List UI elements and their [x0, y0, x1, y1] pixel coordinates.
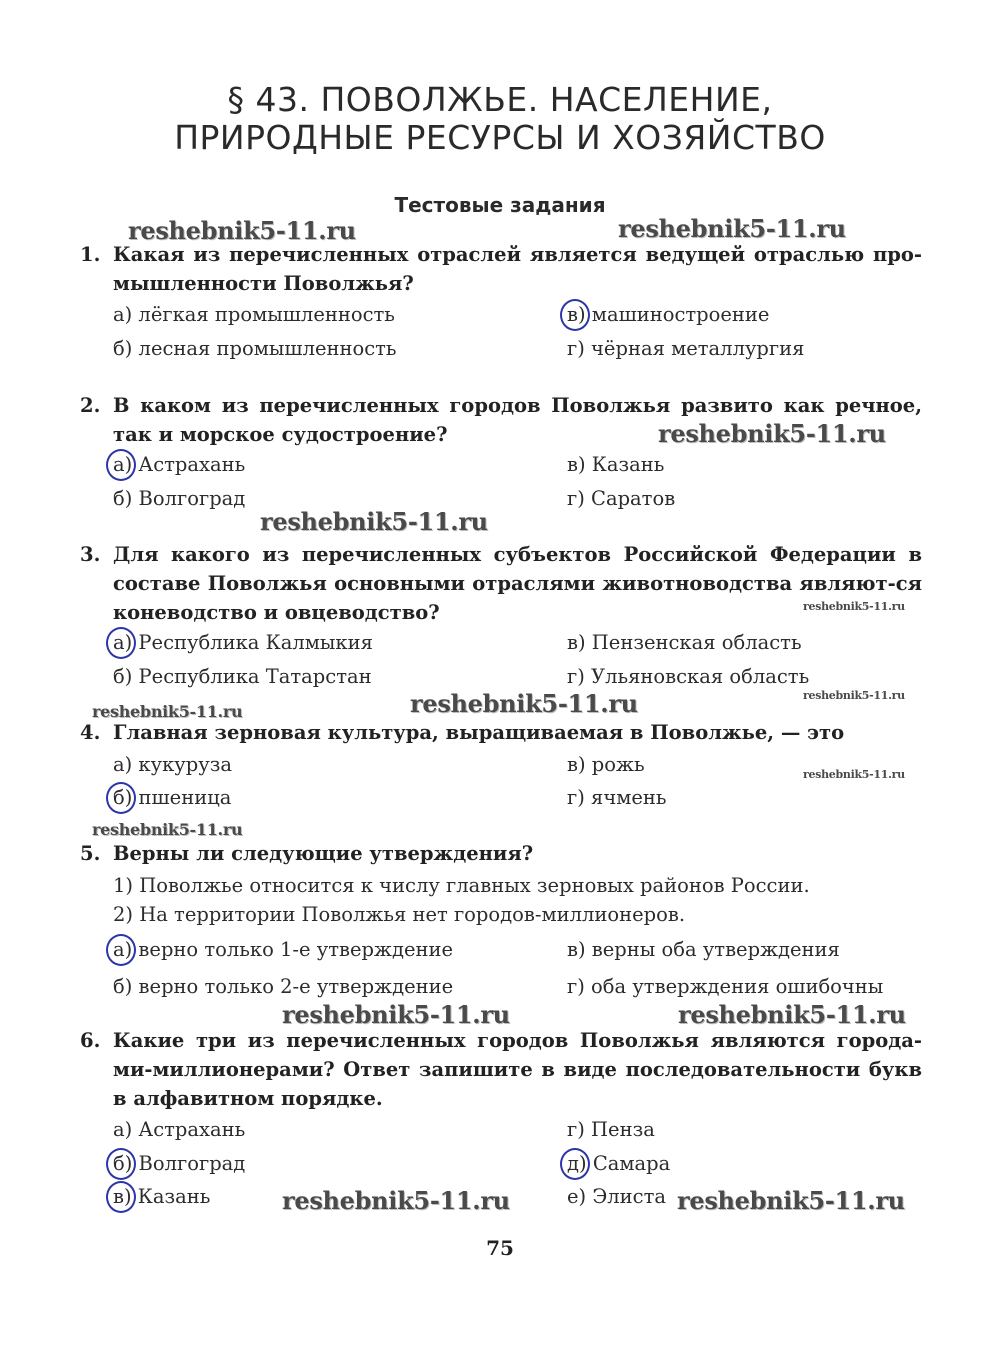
option-3g[interactable]: г) Ульяновская область — [567, 665, 810, 688]
watermark: reshebnik5-11.ru — [92, 702, 243, 721]
watermark: reshebnik5-11.ru — [803, 768, 905, 781]
option-2a[interactable]: а) Астрахань — [113, 453, 245, 476]
option-3v[interactable]: в) Пензенская область — [567, 631, 802, 654]
question-3 — [80, 540, 922, 627]
option-5a[interactable]: а) верно только 1-е утверждение — [113, 938, 453, 961]
option-5g[interactable]: г) оба утверждения ошибочны — [567, 975, 884, 998]
watermark: reshebnik5-11.ru — [618, 214, 846, 243]
watermark: reshebnik5-11.ru — [128, 216, 356, 245]
question-text: В каком из перечисленных городов Поволжья развито как речное, так и морское судостроение? — [113, 394, 922, 446]
option-3b[interactable]: б) Республика Татарстан — [113, 665, 372, 688]
option-1g[interactable]: г) чёрная металлургия — [567, 337, 805, 360]
answer-circle-mark — [106, 449, 136, 481]
section-title-line1: § 43. ПОВОЛЖЬЕ. НАСЕЛЕНИЕ, — [227, 80, 773, 119]
option-5b[interactable]: б) верно только 2-е утверждение — [113, 975, 454, 998]
watermark: reshebnik5-11.ru — [260, 507, 488, 536]
question-number: 2. — [80, 394, 101, 417]
question-number: 1. — [80, 243, 101, 266]
watermark: reshebnik5-11.ru — [410, 689, 638, 718]
option-6g[interactable]: г) Пенза — [567, 1118, 655, 1141]
question-number: 6. — [80, 1029, 101, 1052]
option-1v[interactable]: в) машиностроение — [567, 303, 769, 326]
page-number: 75 — [486, 1236, 514, 1260]
question-number: 3. — [80, 543, 101, 566]
question-number: 4. — [80, 721, 101, 744]
answer-circle-mark — [106, 1148, 136, 1180]
watermark: reshebnik5-11.ru — [92, 820, 243, 839]
section-title-line2: ПРИРОДНЫЕ РЕСУРСЫ И ХОЗЯЙСТВО — [174, 118, 826, 157]
option-1b[interactable]: б) лесная промышленность — [113, 337, 397, 360]
option-6d[interactable]: д) Самара — [567, 1152, 670, 1175]
statement-1: 1) Поволжье относится к числу главных зерновых районов России. — [113, 874, 810, 897]
option-1a[interactable]: а) лёгкая промышленность — [113, 303, 395, 326]
tests-subtitle: Тестовые задания — [394, 193, 606, 217]
question-text: Какая из перечисленных отраслей является ведущей отраслью про-мышленности Поволжья? — [113, 243, 922, 295]
question-5 — [80, 839, 922, 868]
option-6v[interactable]: в) Казань — [113, 1185, 210, 1208]
question-text: Какие три из перечисленных городов Поволжья являются города-ми-миллионерами? Ответ запишите в виде последовательности букв в алфавитном порядке. — [113, 1029, 922, 1110]
watermark: reshebnik5-11.ru — [658, 419, 886, 448]
option-6b[interactable]: б) Волгоград — [113, 1152, 245, 1175]
option-6e[interactable]: е) Элиста — [567, 1185, 666, 1208]
question-6 — [80, 1026, 922, 1113]
option-4b[interactable]: б) пшеница — [113, 786, 231, 809]
option-5v[interactable]: в) верны оба утверждения — [567, 938, 840, 961]
question-4 — [80, 718, 922, 747]
question-number: 5. — [80, 842, 101, 865]
answer-circle-mark — [106, 1181, 136, 1213]
watermark: reshebnik5-11.ru — [677, 1186, 905, 1215]
option-2g[interactable]: г) Саратов — [567, 487, 676, 510]
answer-circle-mark — [106, 627, 136, 659]
watermark: reshebnik5-11.ru — [282, 1000, 510, 1029]
option-2b[interactable]: б) Волгоград — [113, 487, 246, 510]
question-text: Верны ли следующие утверждения? — [113, 842, 534, 865]
option-2v[interactable]: в) Казань — [567, 453, 665, 476]
option-3a[interactable]: а) Республика Калмыкия — [113, 631, 373, 654]
option-4g[interactable]: г) ячмень — [567, 786, 667, 809]
question-1 — [80, 240, 922, 298]
watermark: reshebnik5-11.ru — [282, 1186, 510, 1215]
question-text: Главная зерновая культура, выращиваемая в Поволжье, — это — [113, 721, 845, 744]
watermark: reshebnik5-11.ru — [803, 600, 905, 613]
watermark: reshebnik5-11.ru — [803, 689, 905, 702]
statement-2: 2) На территории Поволжья нет городов-миллионеров. — [113, 903, 686, 926]
watermark: reshebnik5-11.ru — [678, 1000, 906, 1029]
option-4v[interactable]: в) рожь — [567, 753, 645, 776]
question-text: Для какого из перечисленных субъектов Российской Федерации в составе Поволжья основными отраслями животноводства являют-ся коневодство и овцеводство? — [113, 543, 922, 624]
answer-circle-mark — [106, 782, 136, 814]
answer-circle-mark — [106, 934, 136, 966]
option-4a[interactable]: а) кукуруза — [113, 753, 232, 776]
answer-circle-mark — [560, 299, 590, 331]
option-6a[interactable]: а) Астрахань — [113, 1118, 246, 1141]
answer-circle-mark — [560, 1148, 590, 1180]
